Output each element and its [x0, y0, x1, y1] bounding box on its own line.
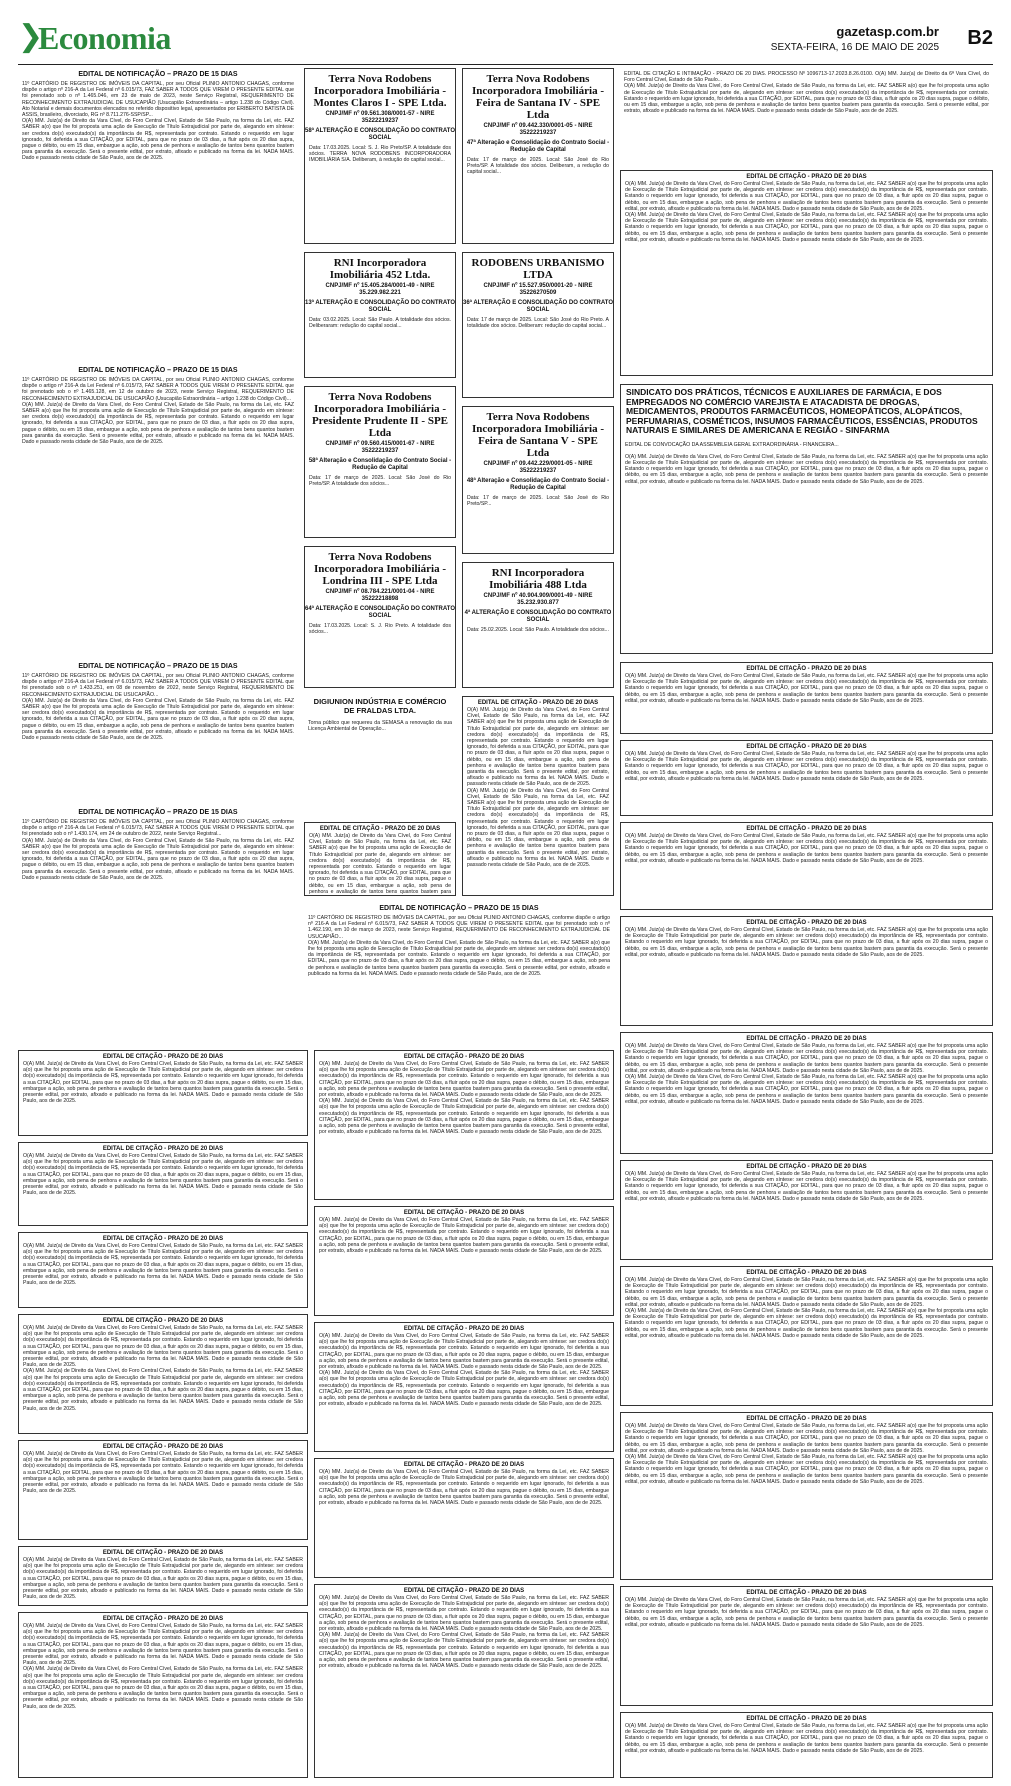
page-number: B2: [967, 27, 993, 49]
right-citacao-5: [620, 916, 993, 1026]
right-citacao-4: [620, 822, 993, 910]
notice-title: EDITAL DE CITAÇÃO - PRAZO DE 20 DIAS: [746, 1590, 867, 1596]
lower-citacao-5: [18, 1440, 308, 1540]
notice-body: O(A) MM. Juiz(a) de Direito da Vara Cível, do Foro Central Cível, Estado de São Paulo, na forma da Lei, etc. FAZ SABER a(o) que lhe foi proposta uma ação de Execução de Título Extrajudicial por parte de, alegando em síntese: ser credora do(s) executado(s) da importância de R$, representada por contrato. Estando o requerido em lugar ignorado, foi deferida a sua CITAÇÃO, por EDITAL, para que no prazo de 03 dias, a fluir após os 20 dias supra, pague o débito, ou em 15 dias, embargue a ação, sob pena de penhora e avaliação de tantos bens quantos bastem para garantia da execução. Será o presente edital, por extrato, afixado e publicado na forma da lei. NADA MAIS. Dado e passado nesta cidade de São Paulo, aos de de 2025.: [625, 181, 988, 212]
right-citacao-10: [620, 1586, 993, 1706]
citacao-notice-mid: [462, 696, 614, 896]
notice-body: O(A) MM. Juiz(a) de Direito da Vara Cível, do Foro Central Cível, Estado de São Paulo, na forma da Lei, etc. FAZ SABER a(o) que lhe foi proposta uma ação de Execução de Título Extrajudicial por parte de, alegando em síntese: ser credora do(s) executado(s) da importância de R$, representada por contrato. Estando o requerido em lugar ignorado, foi deferida a sua CITAÇÃO, por EDITAL, para que no prazo de 03 dias, a fluir após os 20 dias supra, pague o débito, ou em 15 dias, embargue a ação, sob pena de penhora e avaliação de tantos bens quantos bastem para garantia da execução. Será o presente edital, por extrato, afixado e publicado na forma da lei. NADA MAIS. Dado e passado nesta cidade de São Paulo, aos de de 2025.: [23, 1243, 303, 1287]
notice-title: EDITAL DE CITAÇÃO - PRAZO DE 20 DIAS: [746, 826, 867, 832]
notice-body-continued: O(A) MM. Juiz(a) de Direito da Vara Cível, do Foro Central Cível, Estado de São Paulo, na forma da Lei, etc. FAZ SABER a(o) que lhe foi proposta uma ação de Execução de Título Extrajudicial por parte de, alegando em síntese: ser credora do(s) executado(s) da importância de R$, representada por contrato. Estando o requerido em lugar ignorado, foi deferida a sua CITAÇÃO, por EDITAL, para que no prazo de 03 dias, a fluir após os 20 dias supra, pague o débito, ou em 15 dias, embargue a ação, sob pena de penhora e avaliação de tantos bens quantos bastem para garantia da execução. Será o presente edital, por extrato, afixado e publicado na forma da lei. NADA MAIS. Dado e passado nesta cidade de São Paulo, aos de de 2025.: [625, 212, 988, 243]
publication-date: SEXTA-FEIRA, 16 DE MAIO DE 2025: [770, 42, 939, 53]
notice-body: O(A) MM. Juiz(a) de Direito da Vara Cível, do Foro Central Cível, Estado de São Paulo, na forma da Lei, etc. FAZ SABER a(o) que lhe foi proposta uma ação de Execução de Título Extrajudicial por parte de, alegando em síntese: ser credora do(s) executado(s) da importância de R$, representada por contrato. Estando o requerido em lugar ignorado, foi deferida a sua CITAÇÃO, por EDITAL, para que no prazo de 03 dias, a fluir após os 20 dias supra, pague o débito, ou em 15 dias, embargue a ação, sob pena de penhora e avaliação de tantos bens quantos bastem para garantia da execução. Será o presente edital, por extrato, afixado e publicado na forma da lei. NADA MAIS. Dado e passado nesta cidade de São Paulo, aos de de 2025.: [625, 751, 988, 782]
lower-citacao-3: [18, 1232, 308, 1308]
notice-body-continued: O(A) MM. Juiz(a) de Direito da Vara Cível, do Foro Central Cível, Estado de São Paulo, na forma da Lei, etc. FAZ SABER a(o) que lhe foi proposta uma ação de Execução de Título Extrajudicial por parte de, alegando em síntese: ser credora do(s) executado(s) da importância de R$, representada por contrato. Estando o requerido em lugar ignorado, foi deferida a sua CITAÇÃO, por EDITAL, para que no prazo de 03 dias, a fluir após os 20 dias supra, pague o débito, ou em 15 dias, embargue a ação, sob pena de penhora e avaliação de tantos bens quantos bastem para garantia da execução. Será o presente edital, por extrato, afixado e publicado na forma da lei. NADA MAIS. Dado e passado nesta cidade de São Paulo, aos de de 2025.: [23, 1666, 303, 1710]
company-subtitle: 58ª Alteração e Consolidação do Contrato Social - Redução de Capital: [308, 458, 452, 471]
notice-body: O(A) MM. Juiz(a) de Direito da Vara Cível, do Foro Central Cível, Estado de São Paulo, na forma da Lei, etc. FAZ SABER a(o) que lhe foi proposta uma ação de Execução de Título Extrajudicial por parte de, alegando em síntese: ser credora do(s) executado(s) da importância de R$, representada por contrato. Estando o requerido em lugar ignorado, foi deferida a sua CITAÇÃO, por EDITAL, para que no prazo de 03 dias, a fluir após os 20 dias supra, pague o débito, ou em 15 dias, embargue a ação, sob pena de penhora e avaliação de tantos bens quantos bastem para garantia da execução. Será o presente edital, por extrato, afixado e publicado na forma da lei. NADA MAIS. Dado e passado nesta cidade de São Paulo, aos de de 2025.: [23, 1451, 303, 1495]
notice-title: EDITAL DE CITAÇÃO - PRAZO DE 20 DIAS: [102, 1318, 224, 1324]
notice-body: O(A) MM. Juiz(a) de Direito da Vara Cível, do Foro Central Cível, Estado de São Paulo, na forma da Lei, etc. FAZ SABER a(o) que lhe foi proposta uma ação de Execução de Título Extrajudicial por parte de, alegando em síntese: ser credora do(s) executado(s) da importância de R$, representada por contrato. Estando o requerido em lugar ignorado, foi deferida a sua CITAÇÃO, por EDITAL, para que no prazo de 03 dias, a fluir após os 20 dias supra, pague o débito, ou em 15 dias, embargue a ação, sob pena de penhora e avaliação de tantos bens quantos bastem para: [309, 833, 451, 895]
notice-body: 11º CARTÓRIO DE REGISTRO DE IMÓVEIS DA CAPITAL, por seu Oficial PLINIO ANTONIO CHAGAS, conforme dispõe o artigo nº 216-A da Lei Federal nº 6.015/73, FAZ SABER A TODOS QUE VIREM O PRESENTE EDITAL que foi prenotado sob o nº 1.433.251, em 08 de novembro de 2022, neste Serviço Registral, REQUERIMENTO DE RECONHECIMENTO EXTRAJUDICIAL DE USUCAPIÃO...: [22, 673, 294, 698]
notice-title: EDITAL DE CITAÇÃO - PRAZO DE 20 DIAS: [746, 1036, 867, 1042]
company-name: Terra Nova Rodobens Incorporadora Imobiliária - Feira de Santana V - SPE Ltda: [472, 411, 604, 459]
company-name: Terra Nova Rodobens Incorporadora Imobiliária - Feira de Santana IV - SPE Ltda: [472, 73, 604, 121]
notice-title: EDITAL DE NOTIFICAÇÃO – PRAZO DE 15 DIAS: [78, 71, 238, 78]
notice-title: EDITAL DE CITAÇÃO - PRAZO DE 20 DIAS: [319, 826, 441, 832]
company-name: Terra Nova Rodobens Incorporadora Imobiliária - Londrina III - SPE Ltda: [314, 551, 446, 587]
company-cnpj: CNPJ/MF nº 09.442.229/0001-05 - NIRE 35222219237: [483, 461, 593, 474]
notice-body: O(A) MM. Juiz(a) de Direito da Vara Cível, do Foro Central Cível, Estado de São Paulo, na forma da Lei, etc. FAZ SABER a(o) que lhe foi proposta uma ação de Execução de Título Extrajudicial por parte de, alegando em síntese: ser credora do(s) executado(s) da importância de R$, representada por contrato. Estando o requerido em lugar ignorado, foi deferida a sua CITAÇÃO, por EDITAL, para que no prazo de 03 dias, a fluir após os 20 dias supra, pague o débito, ou em 15 dias, embargue a ação, sob pena de penhora e avaliação de tantos bens quantos bastem para garantia da execução. Será o presente edital, por extrato, afixado e publicado na forma da lei. NADA MAIS. Dado e passado nesta cidade de São Paulo, aos de de 2025.: [625, 673, 988, 704]
company-cnpj: CNPJ/MF nº 09.442.330/0001-05 - NIRE 35222219237: [483, 123, 593, 136]
lower-citacao-8: [314, 1050, 614, 1200]
notice-body: O(A) MM. Juiz(a) de Direito da Vara Cível, do Foro Central Cível, Estado de São Paulo, na forma da Lei, etc. FAZ SABER a(o) que lhe foi proposta uma ação de Execução de Título Extrajudicial por parte de, alegando em síntese: ser credora do(s) executado(s) da importância de R$, representada por contrato. Estando o requerido em lugar ignorado, foi deferida a sua CITAÇÃO, por EDITAL, para que no prazo de 03 dias, a fluir após os 20 dias supra, pague o débito, ou em 15 dias, embargue a ação, sob pena de penhora e avaliação de tantos bens quantos bastem para garantia da execução. Será o presente edital, por extrato, afixado e publicado na forma da lei. NADA MAIS. Dado e passado nesta cidade de São Paulo, aos de de 2025.: [467, 707, 609, 788]
company-name: Terra Nova Rodobens Incorporadora Imobiliária - Presidente Prudente II - SPE Ltda: [311, 391, 449, 439]
notice-body-continued: O(A) MM. Juiz(a) de Direito da Vara Cível, do Foro Central Cível, Estado de São Paulo, na forma da Lei, etc. FAZ SABER a(o) que lhe foi proposta uma ação de Execução de Título Extrajudicial por parte de, alegando em síntese: ser credora do(s) executado(s) da importância de R$, representada por contrato. Estando o requerido em lugar ignorado, foi deferida a sua CITAÇÃO, por EDITAL, para que no prazo de 03 dias, a fluir após os 20 dias supra, pague o débito, ou em 15 dias, embargue a ação, sob pena de penhora e avaliação de tantos bens quantos bastem para garantia da execução. Será o presente edital, por extrato, afixado e publicado na forma da lei. NADA MAIS. Dado e passado nesta cidade de São Paulo, aos de de 2025.: [625, 1074, 988, 1105]
notice-title: EDITAL DE CITAÇÃO - PRAZO DE 20 DIAS: [746, 666, 867, 672]
notice-body: 11º CARTÓRIO DE REGISTRO DE IMÓVEIS DA CAPITAL, por seu Oficial PLINIO ANTONIO CHAGAS, conforme dispõe o artigo nº 216-A da Lei Federal nº 6.015/73, FAZ SABER A TODOS QUE VIREM O PRESENTE EDITAL que foi prenotado sob o nº 1.430.174, em 24 de outubro de 2022, neste Serviço Registral...: [22, 819, 294, 838]
notice-body: O(A) MM. Juiz(a) de Direito da Vara Cível, do Foro Central Cível, Estado de São Paulo, na forma da Lei, etc. FAZ SABER a(o) que lhe foi proposta uma ação de Execução de Título Extrajudicial por parte de, alegando em síntese: ser credora do(s) executado(s) da importância de R$, representada por contrato. Estando o requerido em lugar ignorado, foi deferida a sua CITAÇÃO, por EDITAL, para que no prazo de 03 dias, a fluir após os 20 dias supra, pague o débito, ou em 15 dias, embargue a ação, sob pena de penhora e avaliação de tantos bens quantos bastem para garantia da execução. Será o presente edital, por extrato, afixado e publicado na forma da lei. NADA MAIS. Dado e passado nesta cidade de São Paulo, aos de de 2025.: [625, 1277, 988, 1308]
company-body: Data: 17 de março de 2025. Local: São José do Rio Preto/SP. A totalidade dos sócios...: [309, 475, 451, 488]
notice-body-continued: O(A) MM. Juiz(a) de Direito da Vara Cível, do Foro Central Cível, Estado de São Paulo, na forma da Lei, etc. FAZ SABER a(o) que lhe foi proposta uma ação de Execução de Título Extrajudicial por parte de, alegando em síntese: ser credora do(s) executado(s) da importância de R$, representada por contrato. Estando o requerido em lugar ignorado, foi deferida a sua CITAÇÃO, por EDITAL, para que no prazo de 03 dias, a fluir após os 20 dias supra, pague o débito, ou em 15 dias, embargue a ação, sob pena de penhora e avaliação de tantos bens quantos bastem para garantia da execução. Será o presente edital, por extrato, afixado e publicado na forma da lei. NADA MAIS. Dado e passado nesta cidade de São Paulo, aos de de 2025.: [22, 401, 294, 446]
notice-body-continued: O(A) MM. Juiz(a) de Direito da Vara Cível, do Foro Central Cível, Estado de São Paulo, na forma da Lei, etc. FAZ SABER a(o) que lhe foi proposta uma ação de Execução de Título Extrajudicial por parte de, alegando em síntese: ser credora do(s) executado(s) da importância de R$, representada por contrato. Estando o requerido em lugar ignorado, foi deferida a sua CITAÇÃO, por EDITAL, para que no prazo de 03 dias, a fluir após os 20 dias supra, pague o débito, ou em 15 dias, embargue a ação, sob pena de penhora e avaliação de tantos bens quantos bastem para garantia da execução. Será o presente edital, por extrato, afixado e publicado na forma da lei. NADA MAIS. Dado e passado nesta cidade de São Paulo, aos de de 2025.: [467, 787, 609, 869]
digiunion-body: Torna público que requereu da SEMASA a renovação da sua Licença Ambiental de Operação...: [308, 720, 452, 733]
notice-body: O(A) MM. Juiz(a) de Direito da Vara Cível, do Foro Central Cível, Estado de São Paulo, na forma da Lei, etc. FAZ SABER a(o) que lhe foi proposta uma ação de Execução de Título Extrajudicial por parte de, alegando em síntese: ser credora do(s) executado(s) da importância de R$, representada por contrato. Estando o requerido em lugar ignorado, foi deferida a sua CITAÇÃO, por EDITAL, para que no prazo de 03 dias, a fluir após os 20 dias supra, pague o débito, ou em 15 dias, embargue a ação, sob pena de penhora e avaliação de tantos bens quantos bastem para garantia da execução. Será o presente edital, por extrato, afixado e publicado na forma da lei. NADA MAIS. Dado e passado nesta cidade de São Paulo, aos de de 2025.: [319, 1595, 609, 1633]
page-header: [18, 19, 993, 65]
notice-title: EDITAL DE CITAÇÃO - PRAZO DE 20 DIAS: [746, 920, 867, 926]
company-cnpj: CNPJ/MF nº 15.527.950/0001-20 - NIRE 35226270509: [483, 283, 593, 296]
lower-citacao-2: [18, 1142, 308, 1226]
notice-title: EDITAL DE CITAÇÃO - PRAZO DE 20 DIAS: [403, 1588, 525, 1594]
notice-body: O(A) MM. Juiz(a) de Direito da Vara Cível, do Foro Central Cível, Estado de São Paulo, na forma da Lei, etc. FAZ SABER a(o) que lhe foi proposta uma ação de Execução de Título Extrajudicial por parte de, alegando em síntese: ser credora do(s) executado(s) da importância de R$, representada por contrato. Estando o requerido em lugar ignorado, foi deferida a sua CITAÇÃO, por EDITAL, para que no prazo de 03 dias, a fluir após os 20 dias supra, pague o débito, ou em 15 dias, embargue a ação, sob pena de penhora e avaliação de tantos bens quantos bastem para garantia da execução. Será o presente edital, por extrato, afixado e publicado na forma da lei. NADA MAIS. Dado e passado nesta cidade de São Paulo, aos de de 2025.: [625, 833, 988, 864]
digiunion-title: DIGIUNION INDÚSTRIA E COMÉRCIO DE FRALDAS LTDA.: [313, 697, 447, 715]
company-name: Terra Nova Rodobens Incorporadora Imobiliária - Montes Claros I - SPE Ltda.: [313, 73, 447, 109]
company-notice-rni-488: [462, 562, 614, 688]
right-citacao-2: [620, 662, 993, 734]
notice-body: O(A) MM. Juiz(a) de Direito da Vara Cível, do Foro Central Cível, Estado de São Paulo, na forma da Lei, etc. FAZ SABER a(o) que lhe foi proposta uma ação de Execução de Título Extrajudicial por parte de, alegando em síntese: ser credora do(s) executado(s) da importância de R$, representada por contrato. Estando o requerido em lugar ignorado, foi deferida a sua CITAÇÃO, por EDITAL, para que no prazo de 03 dias, a fluir após os 20 dias supra, pague o débito, ou em 15 dias, embargue a ação, sob pena de penhora e avaliação de tantos bens quantos bastem para garantia da execução. Será o presente edital, por extrato, afixado e publicado na forma da lei. NADA MAIS. Dado e passado nesta cidade de São Paulo, aos de de 2025.: [23, 1325, 303, 1369]
company-notice-montes-claros: [304, 68, 456, 244]
notice-title: EDITAL DE CITAÇÃO - PRAZO DE 20 DIAS: [746, 1270, 867, 1276]
company-cnpj: CNPJ/MF nº 40.904.909/0001-49 - NIRE 35.232.930.877: [483, 593, 593, 606]
notice-body: O(A) MM. Juiz(a) de Direito da Vara Cível, do Foro Central Cível, Estado de São Paulo, na forma da Lei, etc. FAZ SABER a(o) que lhe foi proposta uma ação de Execução de Título Extrajudicial por parte de, alegando em síntese: ser credora do(s) executado(s) da importância de R$, representada por contrato. Estando o requerido em lugar ignorado, foi deferida a sua CITAÇÃO, por EDITAL, para que no prazo de 03 dias, a fluir após os 20 dias supra, pague o débito, ou em 15 dias, embargue a ação, sob pena de penhora e avaliação de tantos bens quantos bastem para garantia da execução. Será o presente edital, por extrato, afixado e publicado na forma da lei. NADA MAIS. Dado e passado nesta cidade de São Paulo, aos de de 2025.: [23, 1153, 303, 1197]
lower-citacao-6: [18, 1546, 308, 1606]
notice-title: EDITAL DE CITAÇÃO - PRAZO DE 20 DIAS: [403, 1054, 525, 1060]
notice-body: O(A) MM. Juiz(a) de Direito da Vara Cível, do Foro Central Cível, Estado de São Paulo, na forma da Lei, etc. FAZ SABER a(o) que lhe foi proposta uma ação de Execução de Título Extrajudicial por parte de, alegando em síntese: ser credora do(s) executado(s) da importância de R$, representada por contrato. Estando o requerido em lugar ignorado, foi deferida a sua CITAÇÃO, por EDITAL, para que no prazo de 03 dias, a fluir após os 20 dias supra, pague o débito, ou em 15 dias, embargue a ação, sob pena de penhora e avaliação de tantos bens quantos bastem para garantia da execução. Será o presente edital, por extrato, afixado e publicado na forma da lei. NADA MAIS. Dado e passado nesta cidade de São Paulo, aos de de 2025.: [625, 1423, 988, 1454]
company-subtitle: 47ª Alteração e Consolidação do Contrato Social - Redução de Capital: [466, 140, 610, 153]
notice-body-continued: O(A) MM. Juiz(a) de Direito da Vara Cível, do Foro Central Cível, Estado de São Paulo, na forma da Lei, etc. FAZ SABER a(o) que lhe foi proposta uma ação de Execução de Título Extrajudicial por parte de, alegando em síntese: ser credora do(s) executado(s) da importância de R$, representada por contrato. Estando o requerido em lugar ignorado, foi deferida a sua CITAÇÃO, por EDITAL, para que no prazo de 03 dias, a fluir após os 20 dias supra, pague o débito, ou em 15 dias, embargue a ação, sob pena de penhora e avaliação de tantos bens quantos bastem para garantia da execução. Será o presente edital, por extrato, afixado e publicado na forma da lei. NADA MAIS. Dado e passado nesta cidade de São Paulo, aos de de 2025.: [319, 1632, 609, 1670]
notice-title: EDITAL DE CITAÇÃO - PRAZO DE 20 DIAS: [746, 1416, 867, 1422]
notice-title: EDITAL DE CITAÇÃO - PRAZO DE 20 DIAS: [403, 1210, 525, 1216]
notice-title: EDITAL DE CITAÇÃO - PRAZO DE 20 DIAS: [746, 174, 867, 180]
right-top-notice: [620, 68, 993, 164]
sindicato-notice: [620, 384, 993, 654]
notice-body: O(A) MM. Juiz(a) de Direito da Vara Cível, do Foro Central Cível, Estado de São Paulo, na forma da Lei, etc. FAZ SABER a(o) que lhe foi proposta uma ação de Execução de Título Extrajudicial por parte de, alegando em síntese: ser credora do(s) executado(s) da importância de R$, representada por contrato. Estando o requerido em lugar ignorado, foi deferida a sua CITAÇÃO, por EDITAL, para que no prazo de 03 dias, a fluir após os 20 dias supra, pague o débito, ou em 15 dias, embargue a ação, sob pena de penhora e avaliação de tantos bens quantos bastem para garantia da execução. Será o presente edital, por extrato, afixado e publicado na forma da lei. NADA MAIS. Dado e passado nesta cidade de São Paulo, aos de de 2025.: [319, 1469, 609, 1507]
notification-notice-1: [18, 68, 298, 358]
notice-body: 11º CARTÓRIO DE REGISTRO DE IMÓVEIS DA CAPITAL, por seu Oficial PLINIO ANTONIO CHAGAS, conforme dispõe o artigo nº 216-A da Lei Federal nº 6.015/73, FAZ SABER A TODOS QUE VIREM O PRESENTE EDITAL que foi prenotado sob o nº 1.462.190, em 10 de março de 2023, neste Serviço Registral, REQUERIMENTO DE RECONHECIMENTO EXTRAJUDICIAL DE USUCAPIÃO...: [308, 915, 610, 940]
sindicato-title: SINDICATO DOS PRÁTICOS, TÉCNICOS E AUXILIARES DE FARMÁCIA, E DOS EMPREGADOS NO COMÉRCIO VAREJISTA E ATACADISTA DE DROGAS, MEDICAMENTOS, PRODUTOS FARMACÊUTICOS, HOMEOPÁTICOS, ALOPÁTICOS, PERFUMARIAS, COSMÉTICOS, INSUMOS FARMACÊUTICOS, ESSÊNCIAS, PRODUTOS NATURAIS E SIMILARES DE AMERICANA E REGIÃO - SINFARMA: [626, 387, 978, 435]
notice-body-continued: O(A) MM. Juiz(a) de Direito da Vara Cível, do Foro Central Cível, Estado de São Paulo, na forma da Lei, etc. FAZ SABER a(o) que lhe foi proposta uma ação de Execução de Título Extrajudicial por parte de, alegando em síntese: ser credora do(s) executado(s) da importância de R$, representada por contrato. Estando o requerido em lugar ignorado, foi deferida a sua CITAÇÃO, por EDITAL, para que no prazo de 03 dias, a fluir após os 20 dias supra, pague o débito, ou em 15 dias, embargue a ação, sob pena de penhora e avaliação de tantos bens quantos bastem para garantia da execução. Será o presente edital, por extrato, afixado e publicado na forma da lei. NADA MAIS. Dado e passado nesta cidade de São Paulo, aos de de 2025.: [22, 837, 294, 881]
company-body: Data: 17.03.2025. Local: S. J. Rio Preto. A totalidade dos sócios...: [309, 623, 451, 636]
lower-citacao-4: [18, 1314, 308, 1434]
company-notice-feira-de-santana-v: [462, 406, 614, 554]
company-notice-presidente-prudente: [304, 386, 456, 538]
notice-body-continued: O(A) MM. Juiz(a) de Direito da Vara Cível, do Foro Central Cível, Estado de São Paulo, na forma da Lei, etc. FAZ SABER a(o) que lhe foi proposta uma ação de Execução de Título Extrajudicial por parte de, alegando em síntese: ser credora do(s) executado(s) da importância de R$, representada por contrato. Estando o requerido em lugar ignorado, foi deferida a sua CITAÇÃO, por EDITAL, para que no prazo de 03 dias, a fluir após os 20 dias supra, pague o débito, ou em 15 dias, embargue a ação, sob pena de penhora e avaliação de tantos bens quantos bastem para garantia da execução. Será o presente edital, por extrato, afixado e publicado na forma da lei. NADA MAIS. Dado e passado nesta cidade de São Paulo, aos de de 2025.: [319, 1098, 609, 1136]
company-subtitle: 48ª Alteração e Consolidação do Contrato Social - Redução de Capital: [466, 478, 610, 491]
lower-citacao-10: [314, 1322, 614, 1452]
company-body: Data: 17.03.2025. Local: S. J. Rio Preto/SP. A totalidade dos sócios. TERRA NOVA RODOBENS INCORPORADORA IMOBILIÁRIA S/A. Deliberam, à redução do capital social...: [309, 145, 451, 164]
right-citacao-7: [620, 1160, 993, 1260]
lower-citacao-9: [314, 1206, 614, 1316]
notification-notice-2: [18, 364, 298, 654]
notice-body: O(A) MM. Juiz(a) de Direito da Vara Cível, do Foro Central Cível, Estado de São Paulo, na forma da Lei, etc. FAZ SABER a(o) que lhe foi proposta uma ação de Execução de Título Extrajudicial por parte de, alegando em síntese: ser credora do(s) executado(s) da importância de R$, representada por contrato. Estando o requerido em lugar ignorado, foi deferida a sua CITAÇÃO, por EDITAL, para que no prazo de 03 dias, a fluir após os 20 dias supra, pague o débito, ou em 15 dias, embargue a ação, sob pena de penhora e avaliação de tantos bens quantos bastem para garantia da execução. Será o presente edital, por extrato, afixado e publicado na forma da lei. NADA MAIS. Dado e passado nesta cidade de São Paulo, aos de de 2025.: [319, 1217, 609, 1255]
citacao-notice-small: [304, 822, 456, 896]
company-cnpj: CNPJ/MF nº 15.405.284/0001-49 - NIRE 35.229.982.221: [325, 283, 435, 296]
notice-body-continued: O(A) MM. Juiz(a) de Direito da Vara Cível, do Foro Central Cível, Estado de São Paulo, na forma da Lei, etc. FAZ SABER a(o) que lhe foi proposta uma ação de Execução de Título Extrajudicial por parte de, alegando em síntese: ser credora do(s) executado(s) da importância de R$, representada por contrato. Estando o requerido em lugar ignorado, foi deferida a sua CITAÇÃO, por EDITAL, para que no prazo de 03 dias, a fluir após os 20 dias supra, pague o débito, ou em 15 dias, embargue a ação, sob pena de penhora e avaliação de tantos bens quantos bastem para garantia da execução. Será o presente edital, por extrato, afixado e publicado na forma da lei. NADA MAIS. Dado e passado nesta cidade de São Paulo, aos de de 2025.: [625, 1454, 988, 1485]
right-citacao-11: [620, 1712, 993, 1778]
notice-title: EDITAL DE CITAÇÃO - PRAZO DE 20 DIAS: [477, 700, 599, 706]
digiunion-notice: [304, 696, 456, 816]
right-citacao-3: [620, 740, 993, 816]
company-notice-rni-452: [304, 252, 456, 378]
notice-body: 11º CARTÓRIO DE REGISTRO DE IMÓVEIS DA CAPITAL, por seu Oficial PLINIO ANTONIO CHAGAS, conforme dispõe o artigo nº 216-A da Lei Federal nº 6.015/73, FAZ SABER A TODOS QUE VIREM O PRESENTE EDITAL que foi prenotado sob o nº 1.465.128, em 12 de outubro de 2023, neste Serviço Registral, REQUERIMENTO DE RECONHECIMENTO EXTRAJUDICIAL DE USUCAPIÃO (Usucapião Extraordinária – artigo 1.238 do Código Civil)...: [22, 377, 294, 402]
notice-title: EDITAL DE NOTIFICAÇÃO – PRAZO DE 15 DIAS: [78, 367, 238, 374]
company-subtitle: 58ª ALTERAÇÃO E CONSOLIDAÇÃO DO CONTRATO SOCIAL: [305, 128, 456, 141]
sindicato-body: EDITAL DE CONVOCAÇÃO DA ASSEMBLEIA GERAL EXTRAORDINÁRIA - FINANCEIRA...: [625, 441, 839, 448]
company-cnpj: CNPJ/MF nº 09.560.415/0001-67 - NIRE 35222219237: [325, 441, 435, 454]
lower-citacao-12: [314, 1584, 614, 1778]
company-subtitle: 13ª ALTERAÇÃO E CONSOLIDAÇÃO DO CONTRATO SOCIAL: [305, 300, 456, 313]
company-subtitle: 4ª ALTERAÇÃO E CONSOLIDAÇÃO DO CONTRATO SOCIAL: [464, 610, 612, 623]
notice-title: EDITAL DE NOTIFICAÇÃO – PRAZO DE 15 DIAS: [78, 809, 238, 816]
notice-title: EDITAL DE CITAÇÃO - PRAZO DE 20 DIAS: [102, 1616, 224, 1622]
right-citacao-1: [620, 170, 993, 376]
notice-body: O(A) MM. Juiz(a) de Direito da Vara Cível, do Foro Central Cível, Estado de São Paulo, na forma da Lei, etc. FAZ SABER a(o) que lhe foi proposta uma ação de Execução de Título Extrajudicial por parte de, alegando em síntese: ser credora do(s) executado(s) da importância de R$, representada por contrato. Estando o requerido em lugar ignorado, foi deferida a sua CITAÇÃO, por EDITAL, para que no prazo de 03 dias, a fluir após os 20 dias supra, pague o débito, ou em 15 dias, embargue a ação, sob pena de penhora e avaliação de tantos bens quantos bastem para garantia da execução. Será o presente edital, por extrato, afixado e publicado na forma da lei. NADA MAIS. Dado e passado nesta cidade de São Paulo, aos de de 2025.: [23, 1061, 303, 1105]
notice-title: EDITAL DE CITAÇÃO - PRAZO DE 20 DIAS: [746, 1716, 867, 1722]
company-body: Data: 17 de março de 2025. Local: São José do Rio Preto/SP. A totalidade dos sócios. Deliberam, a redução do capital social...: [467, 157, 609, 176]
company-subtitle: 36ª ALTERAÇÃO E CONSOLIDAÇÃO DO CONTRATO SOCIAL: [463, 300, 614, 313]
company-body: Data: 17 de março de 2025. Local: São José do Rio Preto. A totalidade dos sócios. Deliberam: redução do capital social...: [467, 317, 609, 330]
section-title: Economia: [38, 20, 171, 56]
notice-title: EDITAL DE CITAÇÃO - PRAZO DE 20 DIAS: [403, 1326, 525, 1332]
company-body: Data: 17 de março de 2025. Local: São José do Rio Preto/SP...: [467, 495, 609, 508]
notice-title: EDITAL DE NOTIFICAÇÃO – PRAZO DE 15 DIAS: [379, 905, 539, 912]
notice-title: EDITAL DE CITAÇÃO - PRAZO DE 20 DIAS: [102, 1236, 224, 1242]
notice-title: EDITAL DE CITAÇÃO - PRAZO DE 20 DIAS: [746, 744, 867, 750]
notice-body-continued: O(A) MM. Juiz(a) de Direito da Vara Cível, do Foro Central Cível, Estado de São Paulo, na forma da Lei, etc. FAZ SABER a(o) que lhe foi proposta uma ação de Execução de Título Extrajudicial por parte de, alegando em síntese: ser credora do(s) executado(s) da importância de R$, representada por contrato. Estando o requerido em lugar ignorado, foi deferida a sua CITAÇÃO, por EDITAL, para que no prazo de 03 dias, a fluir após os 20 dias supra, pague o débito, ou em 15 dias, embargue a ação, sob pena de penhora e avaliação de tantos bens quantos bastem para garantia da execução. Será o presente edital, por extrato, afixado e publicado na forma da lei. NADA MAIS. Dado e passado nesta cidade de São Paulo, aos de de 2025.: [22, 118, 294, 162]
notice-body: 11º CARTÓRIO DE REGISTRO DE IMÓVEIS DA CAPITAL, por seu Oficial PLINIO ANTONIO CHAGAS, conforme dispõe o artigo nº 216-A da Lei Federal nº 6.015/73, FAZ SABER A TODOS QUE VIREM O PRESENTE EDITAL que foi prenotado sob o nº 1.465.046, em 23 de maio de 2023, neste Serviço Registral, REQUERIMENTO DE RECONHECIMENTO EXTRAJUDICIAL DE USUCAPIÃO (Usucapião Extraordinária – artigo 1.238 do Código Civil). Ato Notarial e demais documentos elencados no referido dispositivo legal, apresentados por ERIBERTO BATISTA DE ASSIS, brasileiro, divorciado, RG nº 8.711.276-SSP/SP...: [22, 81, 294, 119]
company-cnpj: CNPJ/MF nº 08.784.221/0001-04 - NIRE 35222218898: [325, 589, 435, 602]
lower-citacao-1: [18, 1050, 308, 1136]
notice-body: O(A) MM. Juiz(a) de Direito da Vara Cível, do Foro Central Cível, Estado de São Paulo, na forma da Lei, etc. FAZ SABER a(o) que lhe foi proposta uma ação de Execução de Título Extrajudicial por parte de, alegando em síntese: ser credora do(s) executado(s) da importância de R$, representada por contrato. Estando o requerido em lugar ignorado, foi deferida a sua CITAÇÃO, por EDITAL, para que no prazo de 03 dias, a fluir após os 20 dias supra, pague o débito, ou em 15 dias, embargue a ação, sob pena de penhora e avaliação de tantos bens quantos bastem para garantia da execução. Será o presente edital, por extrato, afixado e publicado na forma da lei. NADA MAIS. Dado e passado nesta cidade de São Paulo, aos de de 2025.: [23, 1557, 303, 1601]
notice-title: EDITAL DE CITAÇÃO - PRAZO DE 20 DIAS: [102, 1550, 224, 1556]
notice-body: O(A) MM. Juiz(a) de Direito da Vara Cível, do Foro Central Cível, Estado de São Paulo, na forma da Lei, etc. FAZ SABER a(o) que lhe foi proposta uma ação de Execução de Título Extrajudicial por parte de, alegando em síntese: ser credora do(s) executado(s) da importância de R$, representada por contrato. Estando o requerido em lugar ignorado, foi deferida a sua CITAÇÃO, por EDITAL, para que no prazo de 03 dias, a fluir após os 20 dias supra, pague o débito, ou em 15 dias, embargue a ação, sob pena de penhora e avaliação de tantos bens quantos bastem para garantia da execução. Será o presente edital, por extrato, afixado e publicado na forma da lei. NADA MAIS. Dado e passado nesta cidade de São Paulo, aos de de 2025.: [625, 1723, 988, 1754]
notice-body-continued: O(A) MM. Juiz(a) de Direito da Vara Cível, do Foro Central Cível, Estado de São Paulo, na forma da Lei, etc. FAZ SABER a(o) que lhe foi proposta uma ação de Execução de Título Extrajudicial por parte de, alegando em síntese: ser credora do(s) executado(s) da importância de R$, representada por contrato. Estando o requerido em lugar ignorado, foi deferida a sua CITAÇÃO, por EDITAL, para que no prazo de 03 dias, a fluir após os 20 dias supra, pague o débito, ou em 15 dias, embargue a ação, sob pena de penhora e avaliação de tantos bens quantos bastem para garantia da execução. Será o presente edital, por extrato, afixado e publicado na forma da lei. NADA MAIS. Dado e passado nesta cidade de São Paulo, aos de de 2025.: [308, 939, 610, 977]
company-name: RNI Incorporadora Imobiliária 488 Ltda: [489, 567, 587, 591]
notice-body: O(A) MM. Juiz(a) de Direito da Vara Cível, do Foro Central Cível, Estado de São Paulo, na forma da Lei, etc. FAZ SABER a(o) que lhe foi proposta uma ação de Execução de Título Extrajudicial por parte de, alegando em síntese: ser credora do(s) executado(s) da importância de R$, representada por contrato. Estando o requerido em lugar ignorado, foi deferida a sua CITAÇÃO, por EDITAL, para que no prazo de 03 dias, a fluir após os 20 dias supra, pague o débito, ou em 15 dias, embargue a ação, sob pena de penhora e avaliação de tantos bens quantos bastem para garantia da execução. Será o presente edital, por extrato, afixado e publicado na forma da lei. NADA MAIS. Dado e passado nesta cidade de São Paulo, aos de de 2025.: [319, 1061, 609, 1099]
notice-title: EDITAL DE CITAÇÃO - PRAZO DE 20 DIAS: [102, 1054, 224, 1060]
notice-body-continued: O(A) MM. Juiz(a) de Direito da Vara Cível, do Foro Central Cível, Estado de São Paulo, na forma da Lei, etc. FAZ SABER a(o) que lhe foi proposta uma ação de Execução de Título Extrajudicial por parte de, alegando em síntese: ser credora do(s) executado(s) da importância de R$, representada por contrato. Estando o requerido em lugar ignorado, foi deferida a sua CITAÇÃO, por EDITAL, para que no prazo de 03 dias, a fluir após os 20 dias supra, pague o débito, ou em 15 dias, embargue a ação, sob pena de penhora e avaliação de tantos bens quantos bastem para garantia da execução. Será o presente edital, por extrato, afixado e publicado na forma da lei. NADA MAIS. Dado e passado nesta cidade de São Paulo, aos de de 2025.: [625, 1308, 988, 1339]
right-citacao-9: [620, 1412, 993, 1580]
company-notice-feira-de-santana-iv: [462, 68, 614, 244]
notice-body: O(A) MM. Juiz(a) de Direito da Vara Cível, do Foro Central Cível, Estado de São Paulo, na forma da Lei, etc. FAZ SABER a(o) que lhe foi proposta uma ação de Execução de Título Extrajudicial por parte de, alegando em síntese: ser credora do(s) executado(s) da importância de R$, representada por contrato. Estando o requerido em lugar ignorado, foi deferida a sua CITAÇÃO, por EDITAL, para que no prazo de 03 dias, a fluir após os 20 dias supra, pague o débito, ou em 15 dias, embargue a ação, sob pena de penhora e avaliação de tantos bens quantos bastem para garantia da execução. Será o presente edital, por extrato, afixado e publicado na forma da lei. NADA MAIS. Dado e passado nesta cidade de São Paulo, aos de de 2025.: [625, 927, 988, 958]
notice-title: EDITAL DE CITAÇÃO - PRAZO DE 20 DIAS: [102, 1444, 224, 1450]
notice-title: EDITAL DE NOTIFICAÇÃO – PRAZO DE 15 DIAS: [78, 663, 238, 670]
lower-citacao-11: [314, 1458, 614, 1578]
notification-notice-5: [304, 902, 614, 1044]
notice-body-continued: O(A) MM. Juiz(a) de Direito da Vara Cível, do Foro Central Cível, Estado de São Paulo, na forma da Lei, etc. FAZ SABER a(o) que lhe foi proposta uma ação de Execução de Título Extrajudicial por parte de, alegando em síntese: ser credora do(s) executado(s) da importância de R$, representada por contrato. Estando o requerido em lugar ignorado, foi deferida a sua CITAÇÃO, por EDITAL, para que no prazo de 03 dias, a fluir após os 20 dias supra, pague o débito, ou em 15 dias, embargue a ação, sob pena de penhora e avaliação de tantos bens quantos bastem para garantia da execução. Será o presente edital, por extrato, afixado e publicado na forma da lei. NADA MAIS. Dado e passado nesta cidade de São Paulo, aos de de 2025.: [319, 1370, 609, 1408]
company-notice-rodobens-urbanismo: [462, 252, 614, 398]
right-citacao-6: [620, 1032, 993, 1154]
notice-body-continued: O(A) MM. Juiz(a) de Direito da Vara Cível, do Foro Central Cível, Estado de São Paulo, na forma da Lei, etc. FAZ SABER a(o) que lhe foi proposta uma ação de Execução de Título Extrajudicial por parte de, alegando em síntese: ser credora do(s) executado(s) da importância de R$, representada por contrato. Estando o requerido em lugar ignorado, foi deferida a sua CITAÇÃO, por EDITAL, para que no prazo de 03 dias, a fluir após os 20 dias supra, pague o débito, ou em 15 dias, embargue a ação, sob pena de penhora e avaliação de tantos bens quantos bastem para garantia da execução. Será o presente edital, por extrato, afixado e publicado na forma da lei. NADA MAIS. Dado e passado nesta cidade de São Paulo, aos de de 2025.: [23, 1368, 303, 1412]
notice-body-continued: O(A) MM. Juiz(a) de Direito da Vara Cível, do Foro Central Cível, Estado de São Paulo, na forma da Lei, etc. FAZ SABER a(o) que lhe foi proposta uma ação de Execução de Título Extrajudicial por parte de, alegando em síntese: ser credora do(s) executado(s) da importância de R$, representada por contrato. Estando o requerido em lugar ignorado, foi deferida a sua CITAÇÃO, por EDITAL, para que no prazo de 03 dias, a fluir após os 20 dias supra, pague o débito, ou em 15 dias, embargue a ação, sob pena de penhora e avaliação de tantos bens quantos bastem para garantia da execução. Será o presente edital, por extrato, afixado e publicado na forma da lei. NADA MAIS. Dado e passado nesta cidade de São Paulo, aos de de 2025.: [624, 83, 989, 115]
company-notice-londrina-iii: [304, 546, 456, 688]
company-subtitle: 64ª ALTERAÇÃO E CONSOLIDAÇÃO DO CONTRATO SOCIAL: [305, 606, 456, 619]
notification-notice-3: [18, 660, 298, 800]
notice-title: EDITAL DE CITAÇÃO - PRAZO DE 20 DIAS: [102, 1146, 224, 1152]
lower-citacao-7: [18, 1612, 308, 1778]
notice-body: O(A) MM. Juiz(a) de Direito da Vara Cível, do Foro Central Cível, Estado de São Paulo, na forma da Lei, etc. FAZ SABER a(o) que lhe foi proposta uma ação de Execução de Título Extrajudicial por parte de, alegando em síntese: ser credora do(s) executado(s) da importância de R$, representada por contrato. Estando o requerido em lugar ignorado, foi deferida a sua CITAÇÃO, por EDITAL, para que no prazo de 03 dias, a fluir após os 20 dias supra, pague o débito, ou em 15 dias, embargue a ação, sob pena de penhora e avaliação de tantos bens quantos bastem para garantia da execução. Será o presente edital, por extrato, afixado e publicado na forma da lei. NADA MAIS. Dado e passado nesta cidade de São Paulo, aos de de 2025.: [625, 1597, 988, 1628]
company-body: Data: 25.02.2025. Local: São Paulo. A totalidade dos sócios...: [467, 627, 609, 633]
right-citacao-8: [620, 1266, 993, 1406]
notice-body: O(A) MM. Juiz(a) de Direito da Vara Cível, do Foro Central Cível, Estado de São Paulo, na forma da Lei, etc. FAZ SABER a(o) que lhe foi proposta uma ação de Execução de Título Extrajudicial por parte de, alegando em síntese: ser credora do(s) executado(s) da importância de R$, representada por contrato. Estando o requerido em lugar ignorado, foi deferida a sua CITAÇÃO, por EDITAL, para que no prazo de 03 dias, a fluir após os 20 dias supra, pague o débito, ou em 15 dias, embargue a ação, sob pena de penhora e avaliação de tantos bens quantos bastem para garantia da execução. Será o presente edital, por extrato, afixado e publicado na forma da lei. NADA MAIS. Dado e passado nesta cidade de São Paulo, aos de de 2025.: [625, 1171, 988, 1202]
notification-notice-4: [18, 806, 298, 1044]
sindicato-body-continued: O(A) MM. Juiz(a) de Direito da Vara Cível, do Foro Central Cível, Estado de São Paulo, na forma da Lei, etc. FAZ SABER a(o) que lhe foi proposta uma ação de Execução de Título Extrajudicial por parte de, alegando em síntese: ser credora do(s) executado(s) da importância de R$, representada por contrato. Estando o requerido em lugar ignorado, foi deferida a sua CITAÇÃO, por EDITAL, para que no prazo de 03 dias, a fluir após os 20 dias supra, pague o débito, ou em 15 dias, embargue a ação, sob pena de penhora e avaliação de tantos bens quantos bastem para garantia da execução. Será o presente edital, por extrato, afixado e publicado na forma da lei. NADA MAIS. Dado e passado nesta cidade de São Paulo, aos de de 2025.: [625, 453, 988, 485]
company-name: RODOBENS URBANISMO LTDA: [471, 257, 605, 281]
notice-title: EDITAL DE CITAÇÃO - PRAZO DE 20 DIAS: [746, 1164, 867, 1170]
company-body: Data: 03.02.2025. Local: São Paulo. A totalidade dos sócios. Deliberaram: redução do capital social...: [309, 317, 451, 330]
chevron-right-icon: ❯: [18, 19, 44, 54]
notice-body: EDITAL DE CITAÇÃO E INTIMAÇÃO - PRAZO DE 20 DIAS. PROCESSO Nº 1096713-17.2023.8.26.0100. O(A) MM. Juiz(a) de Direito da 6ª Vara Cível, do Foro Central Cível, Estado de São Paulo...: [624, 71, 989, 84]
company-cnpj: CNPJ/MF nº 09.561.308/0001-57 - NIRE 35222219237: [325, 111, 435, 124]
notice-body-continued: O(A) MM. Juiz(a) de Direito da Vara Cível, do Foro Central Cível, Estado de São Paulo, na forma da Lei, etc. FAZ SABER a(o) que lhe foi proposta uma ação de Execução de Título Extrajudicial por parte de, alegando em síntese: ser credora do(s) executado(s) da importância de R$, representada por contrato. Estando o requerido em lugar ignorado, foi deferida a sua CITAÇÃO, por EDITAL, para que no prazo de 03 dias, a fluir após os 20 dias supra, pague o débito, ou em 15 dias, embargue a ação, sob pena de penhora e avaliação de tantos bens quantos bastem para garantia da execução. Será o presente edital, por extrato, afixado e publicado na forma da lei. NADA MAIS. Dado e passado nesta cidade de São Paulo, aos de de 2025.: [22, 697, 294, 742]
company-name: RNI Incorporadora Imobiliária 452 Ltda.: [329, 257, 431, 281]
notice-body: O(A) MM. Juiz(a) de Direito da Vara Cível, do Foro Central Cível, Estado de São Paulo, na forma da Lei, etc. FAZ SABER a(o) que lhe foi proposta uma ação de Execução de Título Extrajudicial por parte de, alegando em síntese: ser credora do(s) executado(s) da importância de R$, representada por contrato. Estando o requerido em lugar ignorado, foi deferida a sua CITAÇÃO, por EDITAL, para que no prazo de 03 dias, a fluir após os 20 dias supra, pague o débito, ou em 15 dias, embargue a ação, sob pena de penhora e avaliação de tantos bens quantos bastem para garantia da execução. Será o presente edital, por extrato, afixado e publicado na forma da lei. NADA MAIS. Dado e passado nesta cidade de São Paulo, aos de de 2025.: [625, 1043, 988, 1074]
site-url[interactable]: gazetasp.com.br: [836, 24, 939, 39]
notice-title: EDITAL DE CITAÇÃO - PRAZO DE 20 DIAS: [403, 1462, 525, 1468]
notice-body: O(A) MM. Juiz(a) de Direito da Vara Cível, do Foro Central Cível, Estado de São Paulo, na forma da Lei, etc. FAZ SABER a(o) que lhe foi proposta uma ação de Execução de Título Extrajudicial por parte de, alegando em síntese: ser credora do(s) executado(s) da importância de R$, representada por contrato. Estando o requerido em lugar ignorado, foi deferida a sua CITAÇÃO, por EDITAL, para que no prazo de 03 dias, a fluir após os 20 dias supra, pague o débito, ou em 15 dias, embargue a ação, sob pena de penhora e avaliação de tantos bens quantos bastem para garantia da execução. Será o presente edital, por extrato, afixado e publicado na forma da lei. NADA MAIS. Dado e passado nesta cidade de São Paulo, aos de de 2025.: [319, 1333, 609, 1371]
notice-body: O(A) MM. Juiz(a) de Direito da Vara Cível, do Foro Central Cível, Estado de São Paulo, na forma da Lei, etc. FAZ SABER a(o) que lhe foi proposta uma ação de Execução de Título Extrajudicial por parte de, alegando em síntese: ser credora do(s) executado(s) da importância de R$, representada por contrato. Estando o requerido em lugar ignorado, foi deferida a sua CITAÇÃO, por EDITAL, para que no prazo de 03 dias, a fluir após os 20 dias supra, pague o débito, ou em 15 dias, embargue a ação, sob pena de penhora e avaliação de tantos bens quantos bastem para garantia da execução. Será o presente edital, por extrato, afixado e publicado na forma da lei. NADA MAIS. Dado e passado nesta cidade de São Paulo, aos de de 2025.: [23, 1623, 303, 1667]
